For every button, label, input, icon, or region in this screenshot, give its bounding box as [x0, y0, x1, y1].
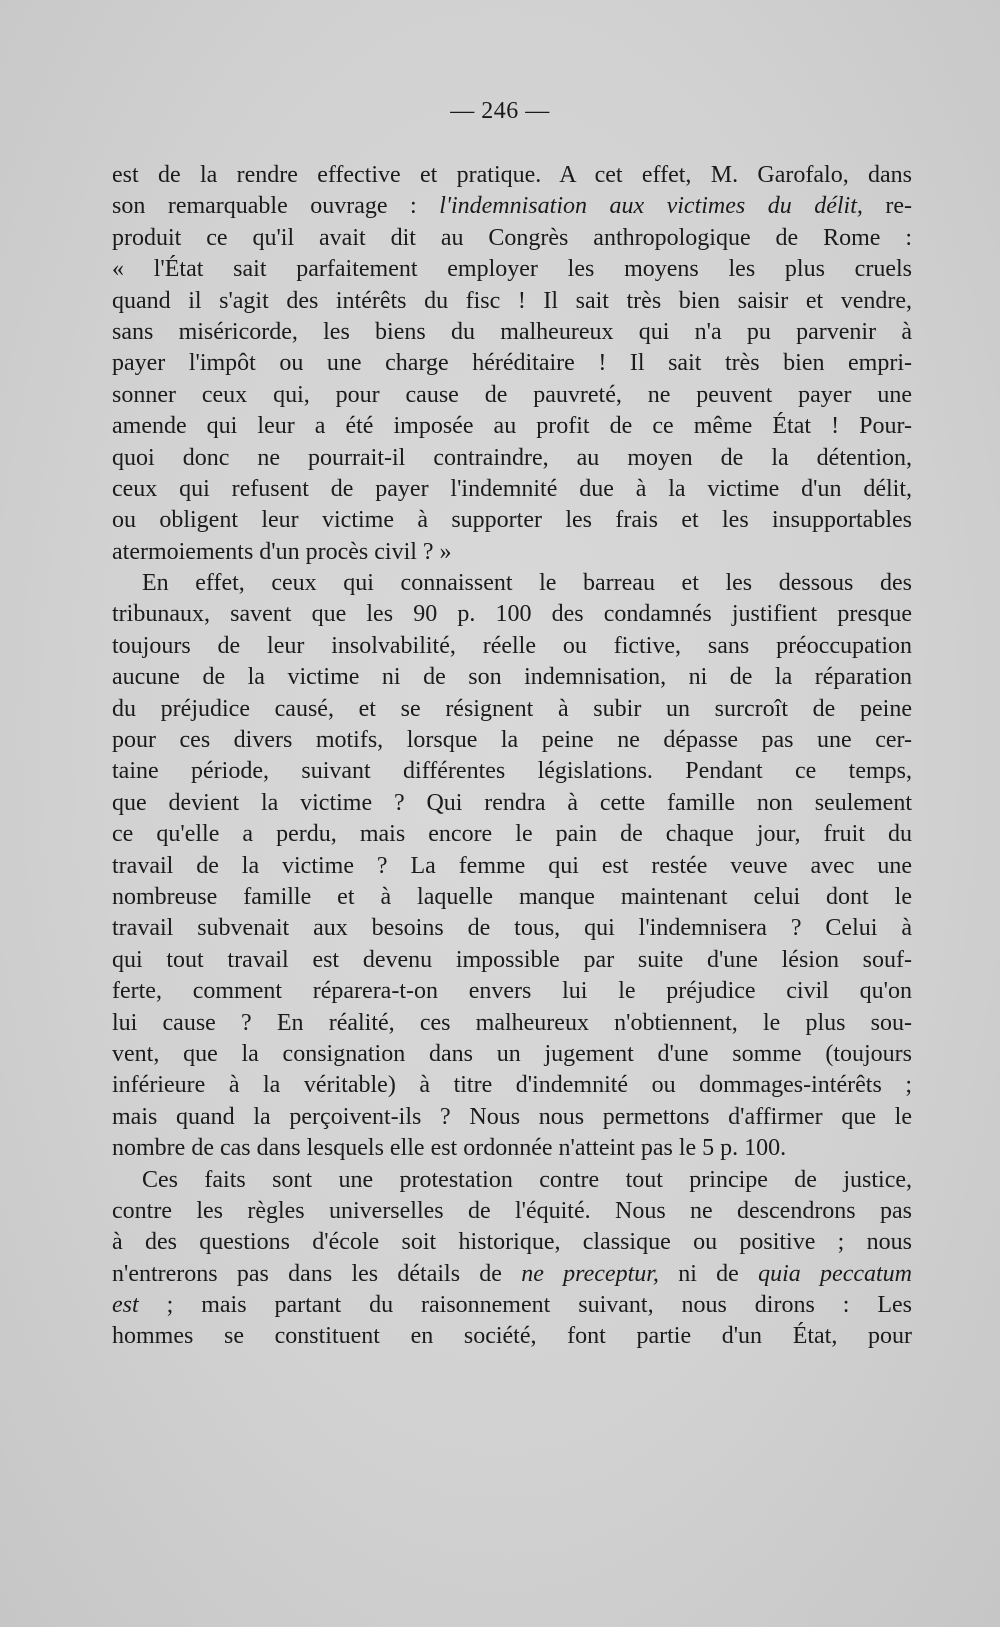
text-run: payer l'impôt ou une charge héréditaire ! Il sait très bien empri- [112, 350, 912, 377]
text-run: quoi donc ne pourrait-il contraindre, au moyen de la détention, [112, 444, 912, 471]
text-line [112, 1102, 912, 1133]
text-run: lui cause ? En réalité, ces malheureux n'obtiennent, le plus sou- [112, 1009, 912, 1036]
text-line [112, 819, 912, 850]
text-run: son remarquable ouvrage : [112, 193, 440, 220]
text-run: inférieure à la véritable) à titre d'indemnité ou dommages-intérêts ; [112, 1072, 912, 1099]
text-run: travail de la victime ? La femme qui est restée veuve avec une [112, 852, 912, 879]
text-run: produit ce qu'il avait dit au Congrès anthropologique de Rome : [112, 224, 912, 251]
text-run: sans miséricorde, les biens du malheureux qui n'a pu parvenir à [112, 318, 912, 345]
italic-run: l'indemnisation aux victimes du délit, [439, 193, 863, 220]
text-line [112, 1070, 912, 1101]
text-line [112, 286, 912, 317]
text-line [112, 537, 912, 568]
text-line [112, 505, 912, 536]
text-line [112, 1039, 912, 1070]
text-line [112, 851, 912, 882]
text-line [112, 756, 912, 787]
text-line [112, 913, 912, 944]
text-run: ou obligent leur victime à supporter les frais et les insupportables [112, 507, 912, 534]
body-text [112, 160, 912, 1353]
text-line [112, 945, 912, 976]
text-line [112, 1290, 912, 1321]
text-line [112, 254, 912, 285]
text-line [112, 1227, 912, 1258]
text-run: En effet, ceux qui connaissent le barreau et les dessous des [142, 570, 912, 597]
text-run: qui tout travail est devenu impossible par suite d'une lésion souf- [112, 946, 912, 973]
text-run: nombre de cas dans lesquels elle est ordonnée n'atteint pas le 5 p. 100. [112, 1135, 787, 1162]
text-run: ni de [658, 1260, 759, 1287]
text-line [112, 443, 912, 474]
text-line [112, 1259, 912, 1290]
text-line [112, 599, 912, 630]
text-line [112, 474, 912, 505]
text-run: tribunaux, savent que les 90 p. 100 des condamnés justifient presque [112, 601, 912, 628]
text-line [112, 662, 912, 693]
text-line [112, 191, 912, 222]
text-run: du préjudice causé, et se résignent à subir un surcroît de peine [112, 695, 912, 722]
text-run: sonner ceux qui, pour cause de pauvreté, ne peuvent payer une [112, 381, 912, 408]
text-run: ; mais partant du raisonnement suivant, nous dirons : Les [138, 1292, 912, 1319]
text-line [112, 411, 912, 442]
text-line [112, 725, 912, 756]
text-run: à des questions d'école soit historique, classique ou positive ; nous [112, 1229, 912, 1256]
italic-run: quia peccatum [758, 1260, 912, 1287]
text-line [112, 1133, 912, 1164]
text-run: taine période, suivant différentes législations. Pendant ce temps, [112, 758, 912, 785]
text-run: pour ces divers motifs, lorsque la peine ne dépasse pas une cer- [112, 727, 912, 754]
text-line [112, 568, 912, 599]
text-run: toujours de leur insolvabilité, réelle ou fictive, sans préoccupation [112, 632, 912, 659]
text-run: nombreuse famille et à laquelle manque maintenant celui dont le [112, 883, 912, 910]
text-run: ceux qui refusent de payer l'indemnité due à la victime d'un délit, [112, 475, 912, 502]
page-number: — 246 — [450, 98, 550, 124]
text-line [112, 1008, 912, 1039]
text-line [112, 976, 912, 1007]
text-line [112, 1321, 912, 1352]
text-line [112, 882, 912, 913]
text-run: travail subvenait aux besoins de tous, qui l'indemnisera ? Celui à [112, 915, 912, 942]
text-line [112, 694, 912, 725]
text-run: ce qu'elle a perdu, mais encore le pain de chaque jour, fruit du [112, 821, 912, 848]
text-run: quand il s'agit des intérêts du fisc ! Il sait très bien saisir et vendre, [112, 287, 912, 314]
text-run: que devient la victime ? Qui rendra à cette famille non seulement [112, 789, 912, 816]
text-line [112, 631, 912, 662]
text-run: atermoiements d'un procès civil ? » [112, 538, 452, 565]
text-run: ferte, comment réparera-t-on envers lui le préjudice civil qu'on [112, 978, 912, 1005]
text-line [112, 788, 912, 819]
text-line [112, 160, 912, 191]
text-run: « l'État sait parfaitement employer les moyens les plus cruels [112, 256, 912, 283]
text-run: n'entrerons pas dans les détails de [112, 1260, 522, 1287]
text-run: mais quand la perçoivent-ils ? Nous nous permettons d'affirmer que le [112, 1103, 912, 1130]
text-line [112, 223, 912, 254]
text-run: Ces faits sont une protestation contre tout principe de justice, [142, 1166, 912, 1193]
text-line [112, 348, 912, 379]
text-run: hommes se constituent en société, font partie d'un État, pour [112, 1323, 912, 1350]
text-run: vent, que la consignation dans un jugement d'une somme (toujours [112, 1040, 912, 1067]
text-run: aucune de la victime ni de son indemnisation, ni de la réparation [112, 664, 912, 691]
text-run: amende qui leur a été imposée au profit de ce même État ! Pour- [112, 413, 912, 440]
text-line [112, 317, 912, 348]
italic-run: ne preceptur, [521, 1260, 659, 1287]
text-run: contre les règles universelles de l'équité. Nous ne descendrons pas [112, 1197, 912, 1224]
text-line [112, 1165, 912, 1196]
italic-run: est [112, 1292, 139, 1319]
text-line [112, 1196, 912, 1227]
text-line [112, 380, 912, 411]
text-run: est de la rendre effective et pratique. A cet effet, M. Garofalo, dans [112, 162, 912, 188]
text-run: re- [862, 193, 912, 220]
